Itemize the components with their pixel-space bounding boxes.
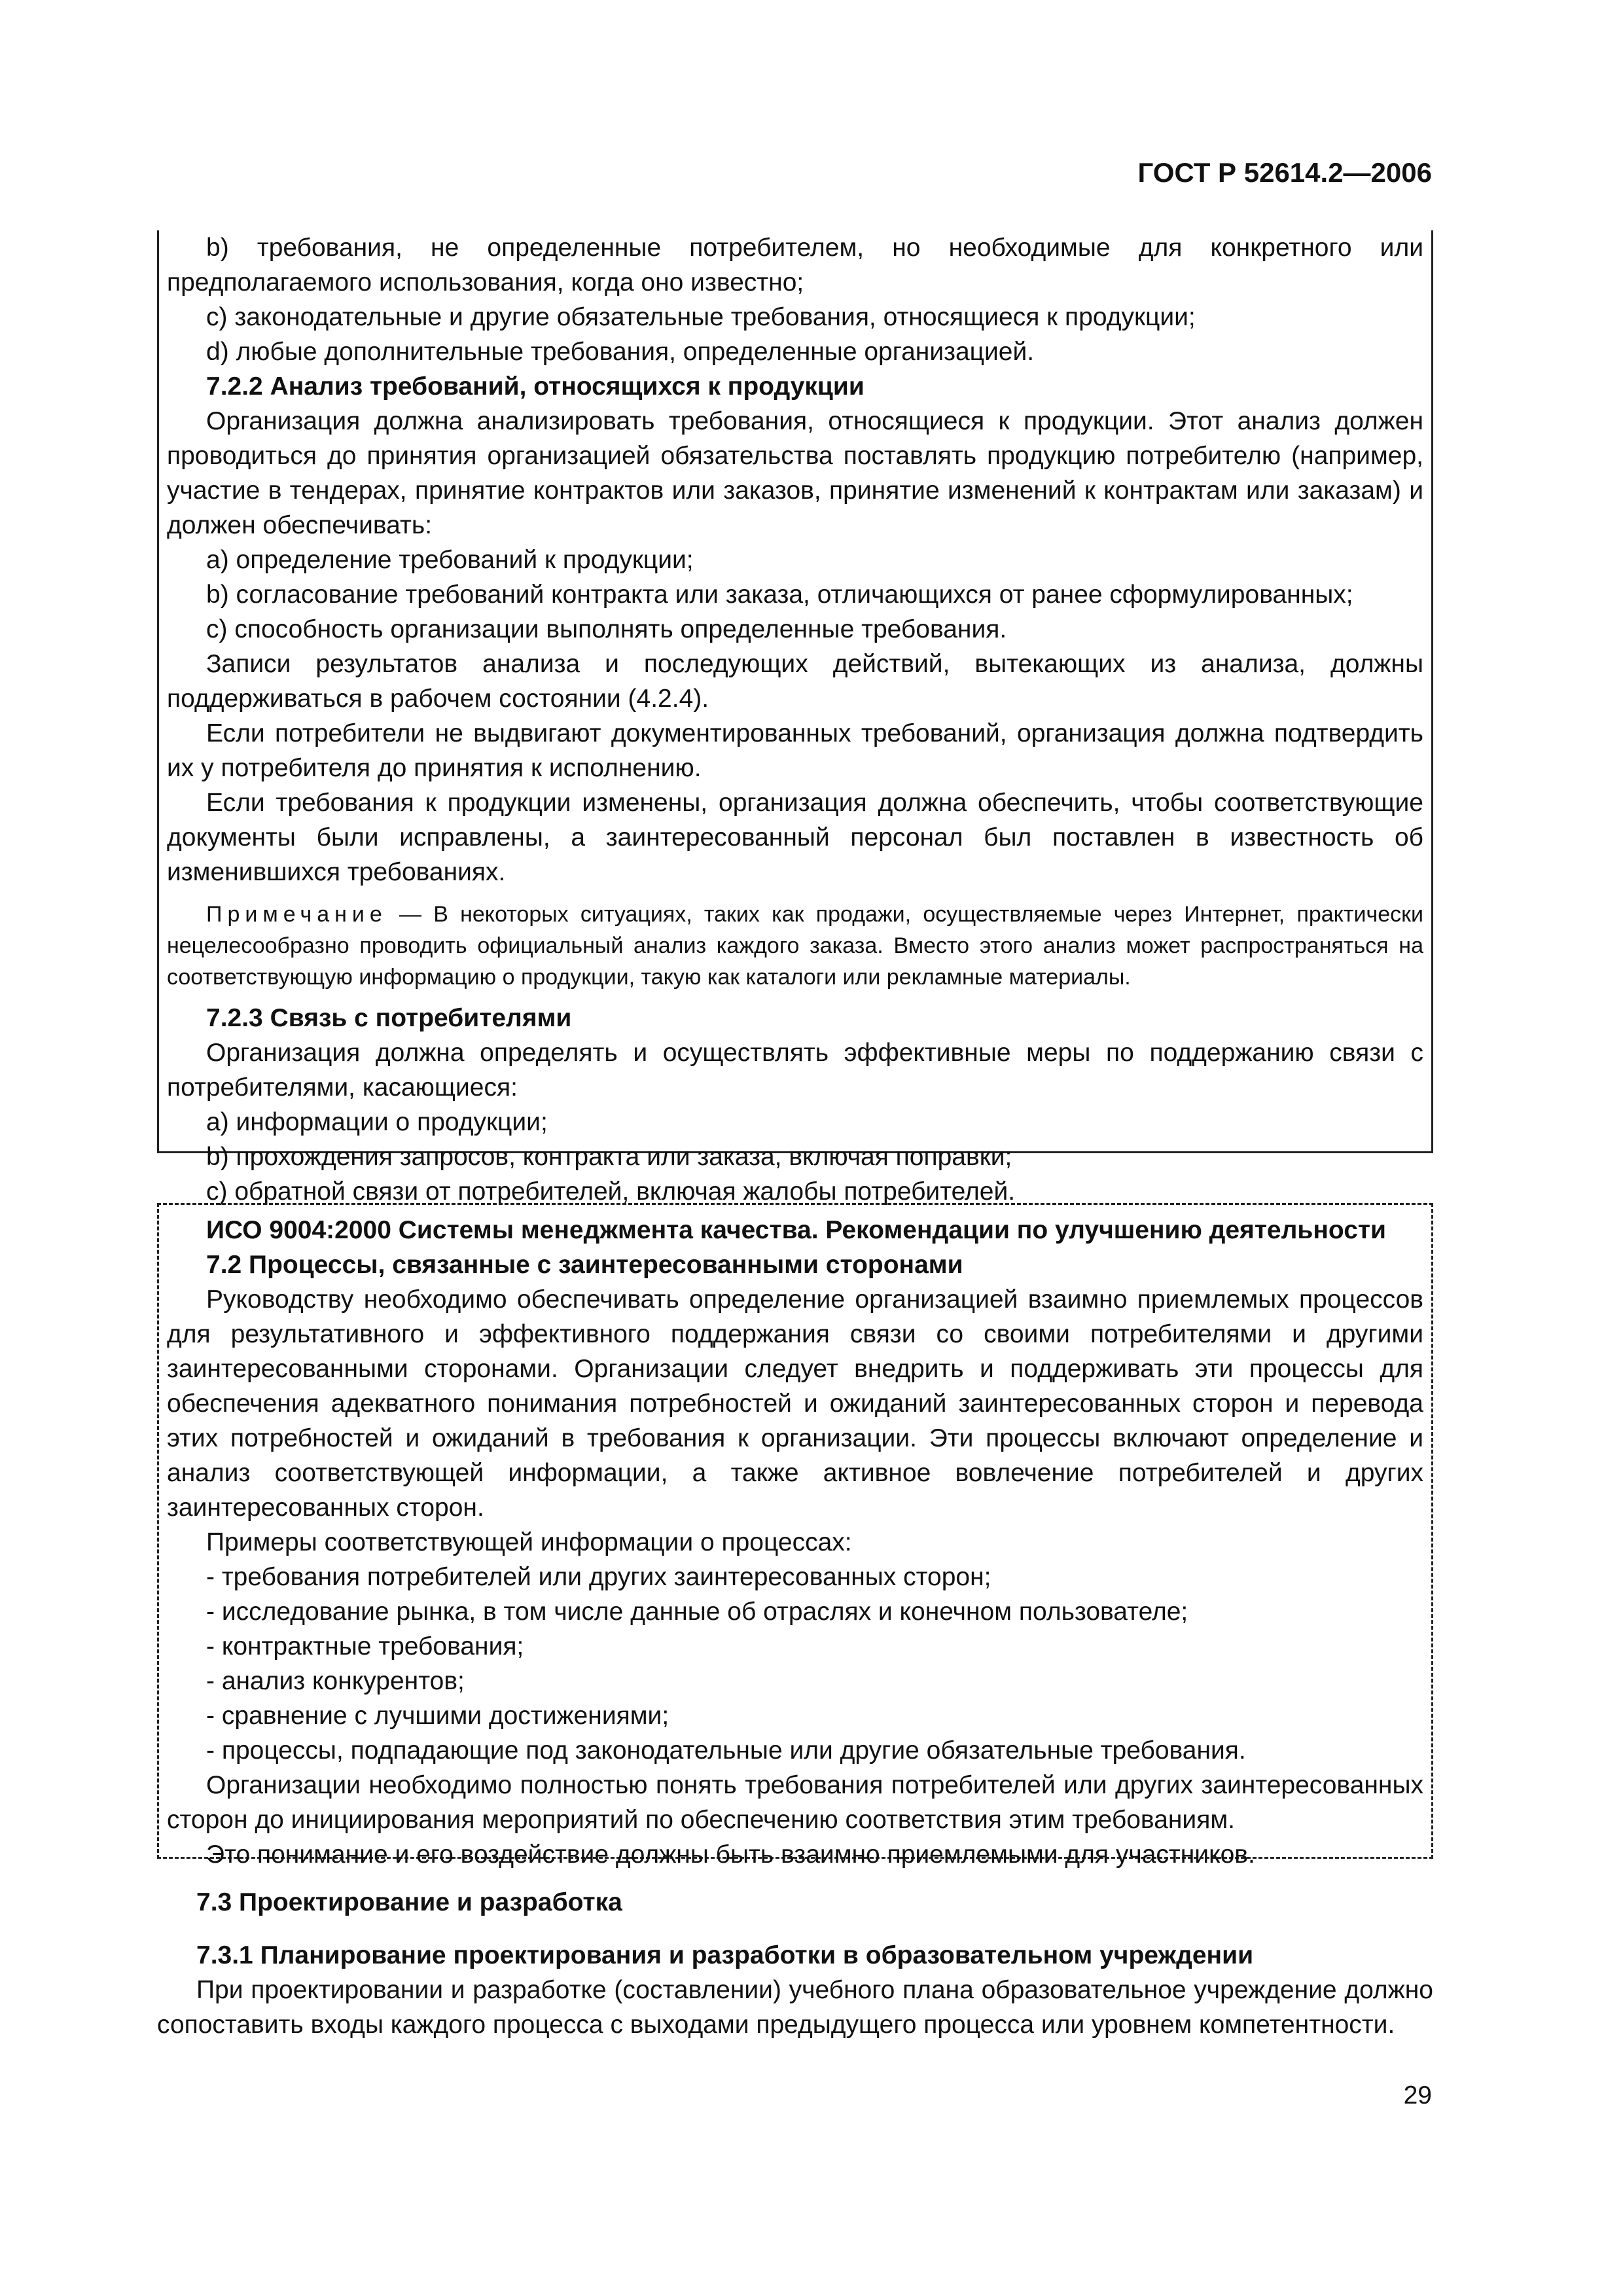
list-item: - процессы, подпадающие под законодательные или другие обязательные требования.	[206, 1736, 1246, 1765]
paragraph-analysis: Организация должна анализировать требования, относящиеся к продукции. Этот анализ должен проводиться до принятия организацией обязательства поставлять продукцию потребителю (например, участие в тендерах, принятие контрактов или заказов, принятие изменений к контрактам или заказам) и должен обеспечивать:	[167, 407, 1423, 539]
iso-9004-title: ИСО 9004:2000 Системы менеджмента качества. Рекомендации по улучшению деятельности	[206, 1216, 1386, 1244]
paragraph-acceptance: Это понимание и его воздействие должны быть взаимно приемлемыми для участников.	[206, 1840, 1255, 1869]
paragraph-examples: Примеры соответствующей информации о процессах:	[206, 1528, 852, 1556]
paragraph-processes: Руководству необходимо обеспечивать определение организацией взаимно приемлемых процессов для результативного и эффективного поддержания связи со своими потребителями и другими заинтересованными сторонами. Организации следует внедрить и поддерживать эти процессы для обеспечения адекватного понимания потребностей и ожиданий заинтересованных сторон и перевода этих потребностей и ожиданий в требования к организации. Эти процессы включают определение и анализ соответствующей информации, а также активное вовлечение потребителей и других заинтересованных сторон.	[167, 1285, 1423, 1522]
paragraph-understanding: Организации необходимо полностью понять требования потребителей или других заинтересованных сторон до инициирования мероприятий по обеспечению соответствия этим требованиям.	[167, 1771, 1423, 1834]
list-item-a3: a) информации о продукции;	[206, 1108, 548, 1136]
section-7-3-1-heading: 7.3.1 Планирование проектирования и разработки в образовательном учреждении	[196, 1941, 1254, 1969]
section-7-2-3-heading: 7.2.3 Связь с потребителями	[206, 1004, 572, 1032]
list-item: - требования потребителей или других заинтересованных сторон;	[206, 1563, 991, 1591]
document-code-header: ГОСТ Р 52614.2—2006	[1137, 157, 1432, 188]
list-item-b2: b) согласование требований контракта или заказа, отличающихся от ранее сформулированных;	[206, 581, 1353, 609]
list-item-c: c) законодательные и другие обязательные требования, относящиеся к продукции;	[206, 303, 1196, 331]
list-item: - исследование рынка, в том числе данные об отраслях и конечном пользователе;	[206, 1598, 1188, 1626]
iso-9004-box	[157, 1203, 1433, 1869]
list-item: - анализ конкурентов;	[206, 1667, 465, 1695]
list-item-b: b) требования, не определенные потребителем, но необходимые для конкретного или предполагаемого использования, когда оно известно;	[167, 234, 1423, 296]
list-item: - контрактные требования;	[206, 1632, 524, 1660]
section-7-3-heading: 7.3 Проектирование и разработка	[196, 1888, 622, 1916]
list-item: - сравнение с лучшими достижениями;	[206, 1702, 669, 1730]
list-item-c2: c) способность организации выполнять определенные требования.	[206, 615, 1007, 643]
section-7-2-2-heading: 7.2.2 Анализ требований, относящихся к продукции	[206, 372, 865, 401]
note	[167, 899, 1423, 993]
paragraph-records: Записи результатов анализа и последующих действий, вытекающих из анализа, должны поддерживаться в рабочем состоянии (4.2.4).	[167, 650, 1423, 713]
note-text: — В некоторых ситуациях, таких как продажи, осуществляемые через Интернет, практически нецелесообразно проводить официальный анализ каждого заказа. Вместо этого анализ может распространяться на соответствующую информацию о продукции, такую как каталоги или рекламные материалы.	[167, 902, 1423, 990]
section-7-2-heading: 7.2 Процессы, связанные с заинтересованными сторонами	[206, 1251, 963, 1279]
paragraph-design: При проектировании и разработке (составлении) учебного плана образовательное учреждение должно сопоставить входы каждого процесса с выходами предыдущего процесса или уровнем компетентности.	[157, 1976, 1433, 2039]
paragraph-changes: Если требования к продукции изменены, организация должна обеспечить, чтобы соответствующие документы были исправлены, а заинтересованный персонал был поставлен в известность об изменившихся требованиях.	[167, 789, 1423, 886]
paragraph-undocumented: Если потребители не выдвигают документированных требований, организация должна подтвердить их у потребителя до принятия к исполнению.	[167, 719, 1423, 782]
paragraph-communication: Организация должна определять и осуществлять эффективные меры по поддержанию связи с потребителями, касающиеся:	[167, 1039, 1423, 1102]
list-item-d: d) любые дополнительные требования, определенные организацией.	[206, 338, 1035, 366]
standard-text-box	[157, 230, 1433, 1206]
list-item-c3: c) обратной связи от потребителей, включая жалобы потребителей.	[206, 1177, 1016, 1206]
note-label: Примечание	[206, 902, 387, 927]
section-7-3	[157, 1885, 1433, 2042]
page-number: 29	[1403, 2081, 1432, 2109]
list-item-a2: a) определение требований к продукции;	[206, 546, 694, 574]
list-item-b3: b) прохождения запросов, контракта или заказа, включая поправки;	[206, 1143, 1012, 1171]
